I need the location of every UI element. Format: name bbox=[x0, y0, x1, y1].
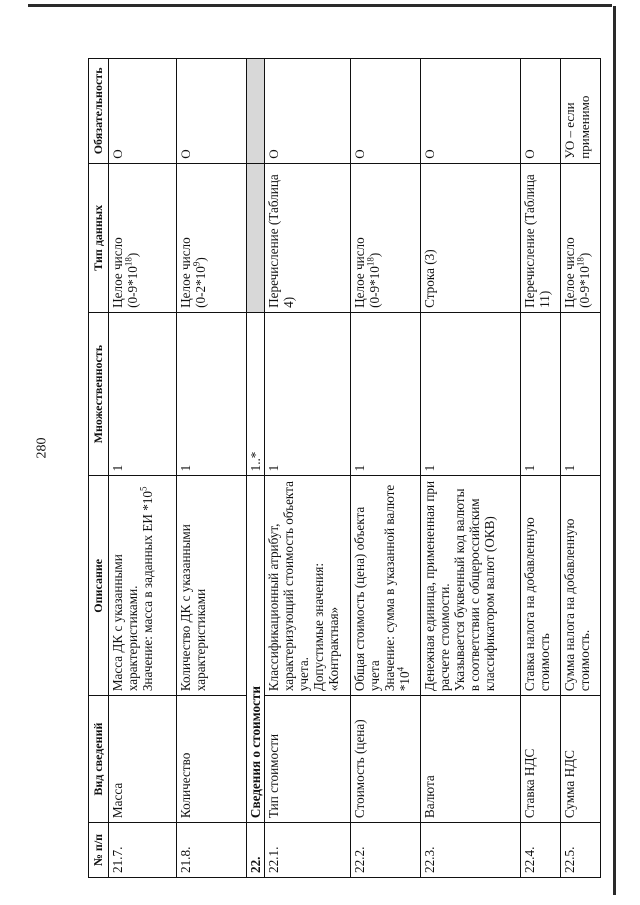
desc-line: Указывается буквенный код валюты в соответствии с общероссийским классификатором валют (ОКВ) bbox=[452, 488, 497, 692]
data-table bbox=[88, 58, 601, 878]
cell-mult: 1 bbox=[521, 312, 561, 476]
cell-mult: 1 bbox=[351, 312, 421, 476]
type-text: ) bbox=[367, 252, 382, 258]
type-text: (0-9*10 bbox=[367, 266, 382, 308]
cell-desc: Ставка налога на добавленную стоимость bbox=[521, 476, 561, 696]
cell-mult: 1 bbox=[561, 312, 601, 476]
header-req: Обязательность bbox=[89, 59, 109, 164]
cell-type bbox=[109, 163, 177, 312]
table-row bbox=[265, 59, 351, 878]
cell-kind: Сумма НДС bbox=[561, 696, 601, 823]
cell-mult: 1..* bbox=[247, 312, 265, 476]
cell-desc bbox=[265, 476, 351, 696]
header-type: Тип данных bbox=[89, 163, 109, 312]
cell-req: О bbox=[109, 59, 177, 164]
table-row bbox=[351, 59, 421, 878]
type-text: ) bbox=[193, 257, 208, 262]
cell-desc: Количество ДК с указанными характеристиками bbox=[177, 476, 247, 696]
type-line bbox=[577, 168, 592, 308]
table-row bbox=[177, 59, 247, 878]
cell-num: 21.7. bbox=[109, 823, 177, 878]
type-text: (0-9*10 bbox=[577, 266, 592, 308]
type-text: (0-9*10 bbox=[125, 266, 140, 308]
cell-mult: 1 bbox=[421, 312, 521, 476]
table-row bbox=[109, 59, 177, 878]
section-title: Сведения о стоимости bbox=[247, 476, 265, 823]
type-line bbox=[367, 168, 382, 308]
cell-type bbox=[351, 163, 421, 312]
cell-req: УО – если применимо bbox=[561, 59, 601, 164]
type-line: Целое число bbox=[352, 237, 367, 308]
cell-req: О bbox=[421, 59, 521, 164]
desc-line bbox=[140, 480, 155, 691]
cell-req: О bbox=[521, 59, 561, 164]
cell-type-empty bbox=[247, 163, 265, 312]
header-mult: Множественность bbox=[89, 312, 109, 476]
cell-desc bbox=[421, 476, 521, 696]
section-row bbox=[247, 59, 265, 878]
cell-type: Перечисление (Таблица 4) bbox=[265, 163, 351, 312]
desc-line: Классификационный атрибут, характеризующий стоимость объекта учета. bbox=[266, 481, 311, 692]
desc-line: Масса ДК с указанными характеристиками. bbox=[110, 554, 140, 692]
type-line bbox=[125, 168, 140, 308]
type-line: Целое число bbox=[110, 237, 125, 308]
desc-line: Общая стоимость (цена) объекта учета bbox=[352, 506, 382, 692]
desc-exponent: 4 bbox=[395, 666, 406, 672]
table-header-row bbox=[89, 59, 109, 878]
type-line: Целое число bbox=[178, 237, 193, 308]
desc-exponent: 5 bbox=[138, 486, 149, 491]
cell-kind: Валюта bbox=[421, 696, 521, 823]
type-exponent: 18 bbox=[123, 257, 134, 267]
desc-line bbox=[382, 480, 412, 691]
desc-line: Денежная единица, примененная при расчете стоимости. bbox=[422, 480, 452, 692]
type-line: Целое число bbox=[562, 237, 577, 308]
cell-num: 22.1. bbox=[265, 823, 351, 878]
cell-mult: 1 bbox=[265, 312, 351, 476]
header-kind: Вид сведений bbox=[89, 696, 109, 823]
cell-req-empty bbox=[247, 59, 265, 164]
desc-text: Значение: масса в заданных ЕИ *10 bbox=[140, 490, 155, 692]
cell-type: Перечисление (Таблица 11) bbox=[521, 163, 561, 312]
cell-mult: 1 bbox=[109, 312, 177, 476]
cell-num: 22. bbox=[247, 823, 265, 878]
cell-num: 22.4. bbox=[521, 823, 561, 878]
type-text: ) bbox=[125, 252, 140, 258]
desc-text: Значение: сумма в указанной валюте *10 bbox=[382, 484, 412, 692]
cell-kind: Ставка НДС bbox=[521, 696, 561, 823]
cell-kind: Масса bbox=[109, 696, 177, 823]
type-exponent: 9 bbox=[191, 261, 202, 267]
cell-type bbox=[561, 163, 601, 312]
table-row bbox=[421, 59, 521, 878]
cell-req: О bbox=[177, 59, 247, 164]
cell-num: 22.5. bbox=[561, 823, 601, 878]
desc-line: Допустимые значения: «Контрактная» bbox=[311, 562, 341, 692]
cell-num: 22.3. bbox=[421, 823, 521, 878]
type-text: ) bbox=[577, 252, 592, 258]
cell-desc bbox=[351, 476, 421, 696]
cell-req: О bbox=[265, 59, 351, 164]
rotated-table-container bbox=[88, 58, 592, 878]
type-exponent: 18 bbox=[575, 257, 586, 267]
cell-type: Строка (3) bbox=[421, 163, 521, 312]
page-edge-top bbox=[28, 4, 612, 7]
page-edge-right bbox=[613, 6, 616, 895]
page-number: 280 bbox=[34, 437, 50, 459]
cell-kind: Тип стоимости bbox=[265, 696, 351, 823]
cell-mult: 1 bbox=[177, 312, 247, 476]
cell-desc bbox=[109, 476, 177, 696]
header-desc: Описание bbox=[89, 476, 109, 696]
cell-type bbox=[177, 163, 247, 312]
type-exponent: 18 bbox=[365, 257, 376, 267]
table-row bbox=[561, 59, 601, 878]
table-row bbox=[521, 59, 561, 878]
type-line bbox=[193, 168, 208, 308]
cell-kind: Стоимость (цена) bbox=[351, 696, 421, 823]
cell-kind: Количество bbox=[177, 696, 247, 823]
cell-desc: Сумма налога на добавленную стоимость. bbox=[561, 476, 601, 696]
cell-num: 22.2. bbox=[351, 823, 421, 878]
type-text: (0-2*10 bbox=[193, 266, 208, 308]
cell-num: 21.8. bbox=[177, 823, 247, 878]
cell-req: О bbox=[351, 59, 421, 164]
header-num: № п/п bbox=[89, 823, 109, 878]
